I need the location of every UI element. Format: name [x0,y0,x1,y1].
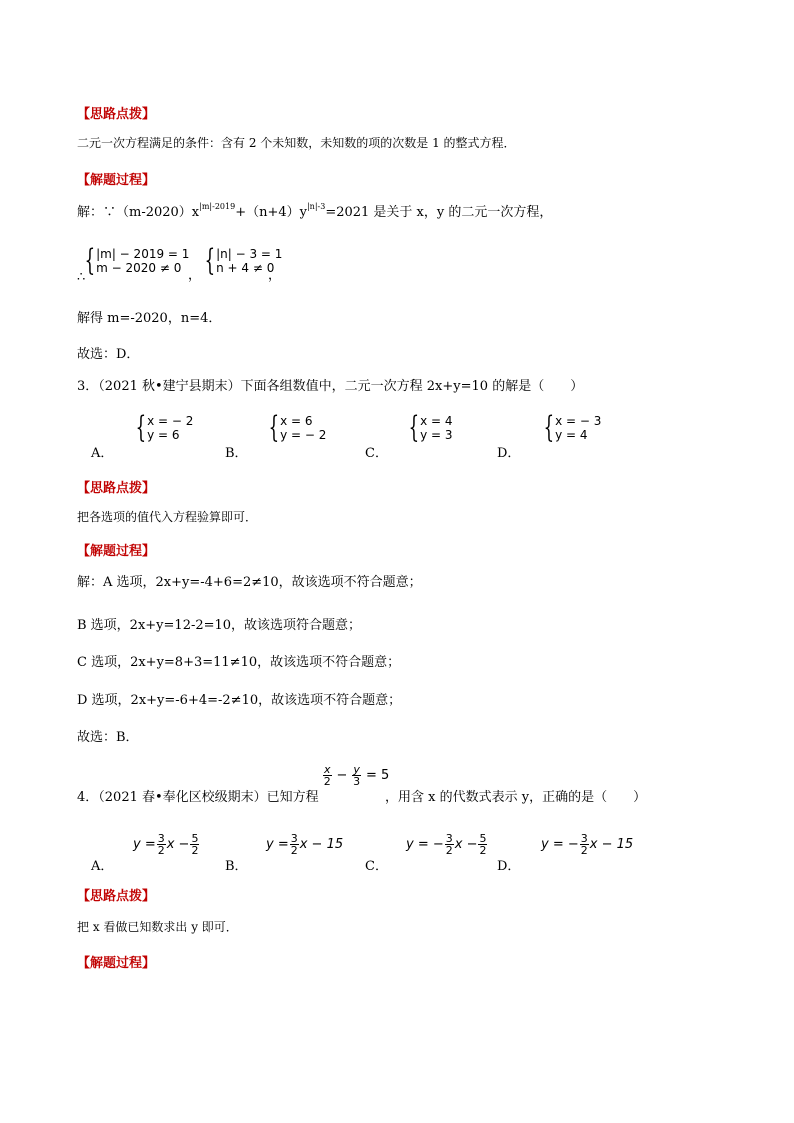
mid: x − [454,837,478,852]
heading-solution-q4: 【解题过程】 [77,956,156,971]
q3-option-d[interactable] [535,410,602,445]
brace: { [135,410,147,445]
denominator: 3 [353,775,361,788]
q2-sol-mid: +（n+4）y [235,205,307,220]
fraction [157,833,166,856]
q3-sol-line-a: 解：A 选项，2x+y=-4+6=2≠10，故该选项不符合题意； [77,575,422,590]
q2-solution-line1 [77,202,553,221]
q4-idea-text: 把 x 看做已知数求出 y 即可． [77,920,238,934]
q2-idea-text: 二元一次方程满足的条件：含有 2 个未知数，未知数的项的次数是 1 的整式方程． [77,136,516,150]
heading-solution-q3: 【解题过程】 [77,544,156,559]
q4-option-d[interactable] [541,833,633,856]
numerator: 3 [290,832,298,845]
numerator: 3 [580,832,588,845]
numerator: x [324,763,331,776]
q3-a-line1: x = − 2 [147,414,194,428]
q3-option-d-label: D． [497,446,521,461]
numerator: 5 [191,832,199,845]
q3-sol-line-b: B 选项，2x+y=12-2=10，故该选项符合题意； [77,618,362,633]
comma: ， [268,268,282,283]
mid: x − [166,837,190,852]
q2-sol-end: =2021 是关于 x，y 的二元一次方程， [325,205,553,220]
denominator: 2 [191,844,199,857]
q2-exp2: |n|-3 [306,202,326,211]
denominator: 2 [157,844,165,857]
numerator: 3 [157,832,165,845]
brace: { [268,410,280,445]
q3-option-a[interactable] [127,410,194,445]
q4-given-equation [322,764,389,787]
q2-sys1-line2: m − 2020 ≠ 0 [96,261,182,275]
fraction [323,764,332,787]
q3-idea-text: 把各选项的值代入方程验算即可． [77,510,258,524]
mid: x − 15 [589,837,634,852]
q3-option-b-label: B． [225,446,248,461]
q4-option-b-label: B． [225,859,248,874]
denominator: 2 [479,844,487,857]
lhs: y = − [541,837,579,852]
q2-sys2-line2: n + 4 ≠ 0 [216,261,275,275]
q2-sol-intro: 解：∵（m-2020）x [77,205,200,220]
q3-b-line2: y = − 2 [280,428,327,442]
mid: x − 15 [299,837,344,852]
fraction [445,833,454,856]
q3-choice: 故选：B． [77,730,139,745]
q3-stem: 3．（2021 秋•建宁县期末）下面各组数值中，二元一次方程 2x+y=10 的解是（ ） [77,379,584,394]
q4-option-c-label: C． [365,859,388,874]
lhs: y = [266,837,289,852]
brace: { [408,410,420,445]
q3-b-line1: x = 6 [280,414,313,428]
heading-idea-q3: 【思路点拨】 [77,481,156,496]
numerator: 3 [445,832,453,845]
q4-option-b[interactable] [266,833,343,856]
denominator: 2 [323,775,331,788]
minus-sign: − [336,768,348,783]
fraction [290,833,299,856]
q3-sol-line-d: D 选项，2x+y=-6+4=-2≠10，故该选项不符合题意； [77,693,402,708]
q3-option-c[interactable] [400,410,453,445]
fraction [190,833,199,856]
q2-exp1: |m|-2019 [199,202,236,211]
fraction [478,833,487,856]
q2-choice: 故选：D． [77,347,140,362]
q2-sys1-line1: |m| − 2019 = 1 [96,247,190,261]
q3-option-c-label: C． [365,446,388,461]
q2-result: 解得 m=-2020，n=4． [77,311,222,326]
numerator: y [353,763,360,776]
q4-option-a-label: A． [91,859,114,874]
q4-option-c[interactable] [406,833,488,856]
q3-d-line2: y = 4 [555,428,588,442]
q2-system-1 [76,243,190,278]
q3-sol-line-c: C 选项，2x+y=8+3=11≠10，故该选项不符合题意； [77,655,401,670]
fraction [580,833,589,856]
heading-idea-q2: 【思路点拨】 [77,107,156,122]
denominator: 2 [445,844,453,857]
fraction [352,764,361,787]
q3-c-line2: y = 3 [420,428,453,442]
brace: { [204,243,216,278]
q2-sys2-line1: |n| − 3 = 1 [216,247,283,261]
therefore-symbol: ∴ [77,270,86,285]
q3-option-b[interactable] [260,410,327,445]
q3-c-line1: x = 4 [420,414,453,428]
heading-idea-q4: 【思路点拨】 [77,889,156,904]
brace: { [543,410,555,445]
q3-a-line2: y = 6 [147,428,180,442]
q4-option-a[interactable] [133,833,200,856]
comma: ， [188,268,202,283]
denominator: 2 [580,844,588,857]
equals-rhs: = 5 [365,768,390,783]
numerator: 5 [479,832,487,845]
lhs: y = − [406,837,444,852]
denominator: 2 [290,844,298,857]
heading-solution-q2: 【解题过程】 [77,173,156,188]
q4-stem-before: 4．（2021 春•奉化区校级期末）已知方程 [77,790,319,805]
q4-option-d-label: D． [497,859,521,874]
lhs: y = [133,837,156,852]
q3-option-a-label: A． [91,446,114,461]
brace: { [84,243,96,278]
q3-d-line1: x = − 3 [555,414,602,428]
q4-stem-after: ，用含 x 的代数式表示 y，正确的是（ ） [385,790,647,805]
